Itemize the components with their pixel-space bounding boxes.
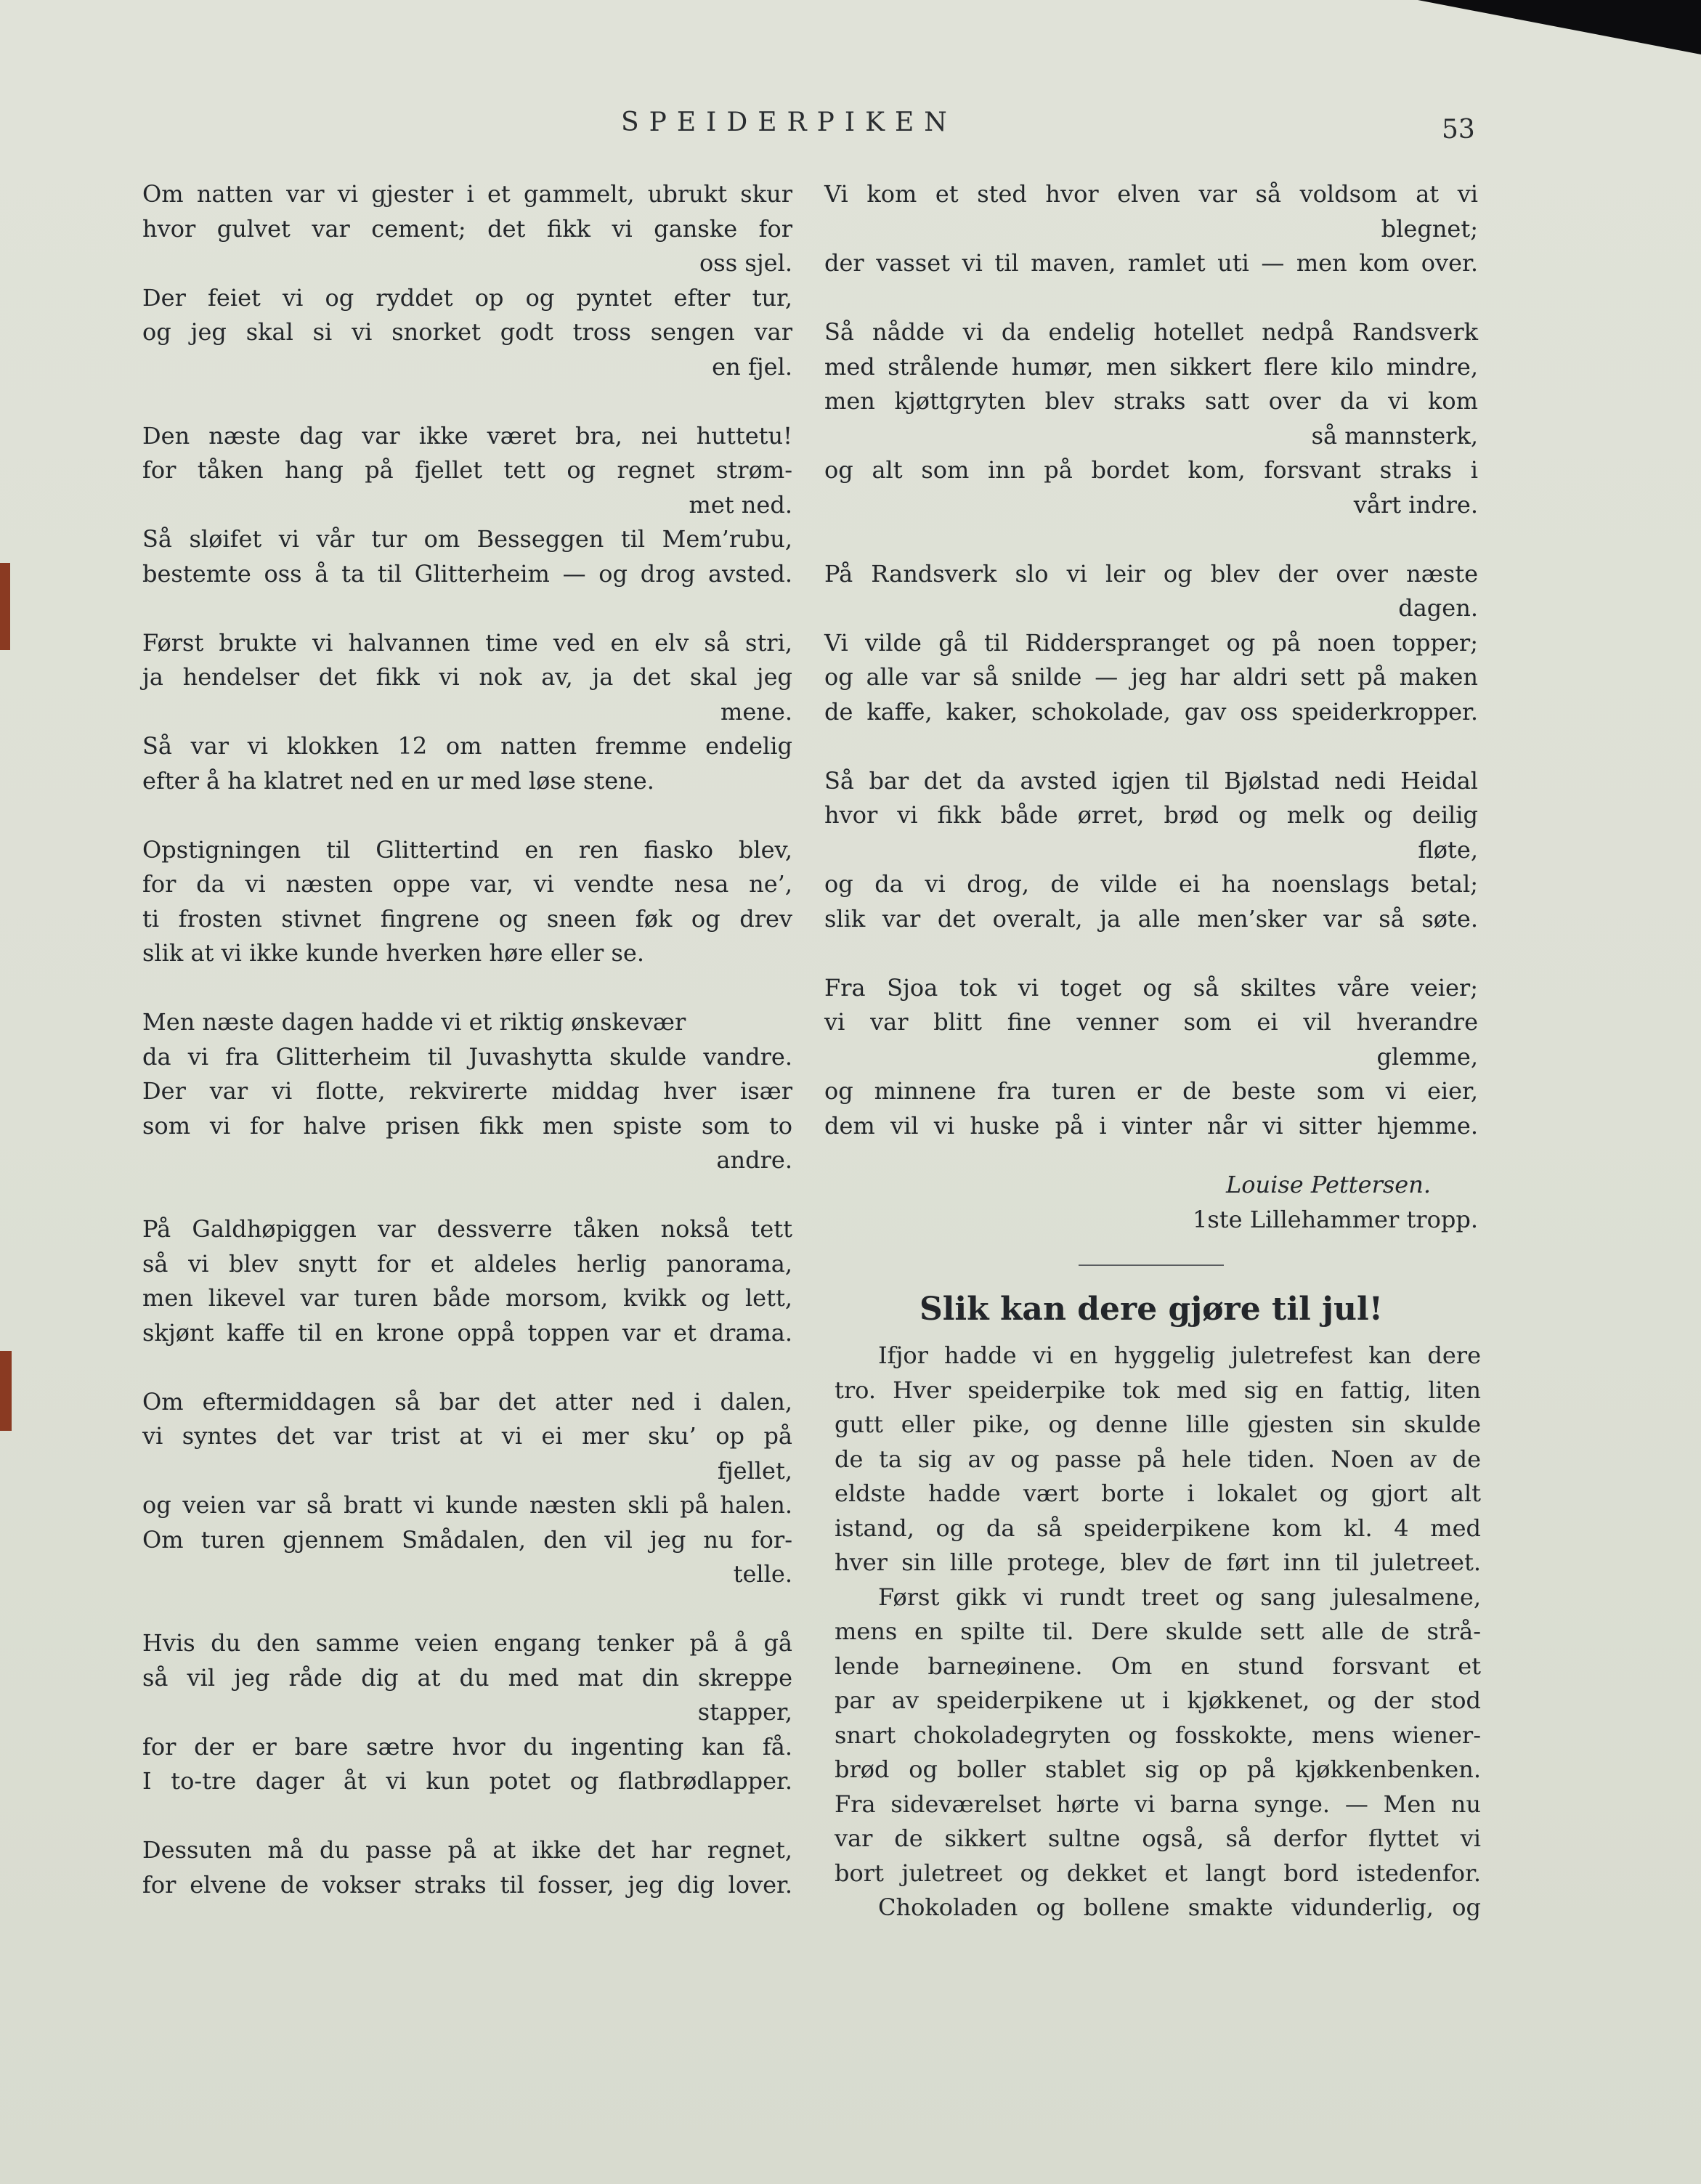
poem-line: Den næste dag var ikke været bra, nei huttetu! bbox=[142, 421, 792, 450]
poem-line: Så bar det da avsted igjen til Bjølstad nedi Heidal bbox=[824, 766, 1478, 795]
poem-line: og alle var så snilde — jeg har aldri sett på maken bbox=[824, 663, 1478, 691]
stanza bbox=[142, 1212, 792, 1350]
poem-line: og veien var så bratt vi kunde næsten skli på halen. bbox=[142, 1491, 792, 1519]
article-line: snart chokoladegryten og fosskokte, mens wiener- bbox=[835, 1721, 1481, 1749]
stanza bbox=[142, 626, 792, 799]
article-body bbox=[835, 1339, 1481, 1925]
poem-line: Der feiet vi og ryddet op og pyntet efter tur, bbox=[142, 283, 792, 312]
poem-line: Vi kom et sted hvor elven var så voldsom at vi bbox=[824, 180, 1478, 208]
poem-line: Opstigningen til Glittertind en ren fiasko blev, bbox=[142, 835, 792, 864]
poem-line: men kjøttgryten blev straks satt over da vi kom bbox=[824, 387, 1478, 415]
article-line: hver sin lille protege, blev de ført inn til juletreet. bbox=[835, 1548, 1481, 1576]
article-line: de ta sig av og passe på hele tiden. Noen av de bbox=[835, 1445, 1481, 1473]
poem-line: Om eftermiddagen så bar det atter ned i dalen, bbox=[142, 1387, 792, 1416]
poem-line: På Randsverk slo vi leir og blev der over næste bbox=[824, 559, 1478, 588]
poem-line: Dessuten må du passe på at ikke det har regnet, bbox=[142, 1836, 792, 1864]
poem-line: vårt indre. bbox=[1353, 490, 1478, 519]
poem-line: da vi fra Glitterheim til Juvashytta skulde vandre. bbox=[142, 1042, 792, 1071]
poem-line: for der er bare sætre hvor du ingenting kan få. bbox=[142, 1732, 792, 1761]
poem-line: ja hendelser det fikk vi nok av, ja det skal jeg bbox=[142, 663, 792, 691]
stanza bbox=[824, 764, 1478, 937]
poem-line: Der var vi flotte, rekvirerte middag hver især bbox=[142, 1077, 792, 1105]
poem-column-right bbox=[824, 177, 1478, 1143]
stanza bbox=[824, 557, 1478, 730]
poem-line: Vi vilde gå til Ridderspranget og på noen topper; bbox=[824, 628, 1478, 657]
stanza bbox=[824, 971, 1478, 1144]
poem-line: fjellet, bbox=[717, 1456, 792, 1485]
running-header: SPEIDERPIKEN bbox=[621, 107, 957, 137]
right-column bbox=[824, 177, 1481, 1925]
poem-line: vi syntes det var trist at vi ei mer sku’ op på bbox=[142, 1422, 792, 1450]
poem-line: skjønt kaffe til en krone oppå toppen var et drama. bbox=[142, 1318, 792, 1347]
poem-line: og jeg skal si vi snorket godt tross sengen var bbox=[142, 318, 792, 346]
poem-line: stapper, bbox=[697, 1698, 792, 1726]
torn-corner bbox=[1418, 0, 1701, 54]
poem-troop: 1ste Lillehammer tropp. bbox=[1193, 1205, 1478, 1233]
poem-line: slik at vi ikke kunde hverken høre eller se. bbox=[142, 939, 645, 967]
article-title: Slik kan dere gjøre til jul! bbox=[919, 1291, 1384, 1328]
poem-line: vi var blitt fine venner som ei vil hverandre bbox=[824, 1008, 1478, 1036]
article-line: Chokoladen og bollene smakte vidunderlig, og bbox=[878, 1893, 1481, 1921]
poem-line: så mannsterk, bbox=[1311, 421, 1478, 450]
stanza bbox=[824, 177, 1478, 281]
stanza bbox=[142, 177, 792, 384]
stanza bbox=[142, 1626, 792, 1799]
article-line: lende barneøinene. Om en stund forsvant et bbox=[835, 1652, 1481, 1680]
poem-line: de kaffe, kaker, schokolade, gav oss speiderkropper. bbox=[824, 697, 1478, 726]
poem-line: en fjel. bbox=[712, 352, 792, 381]
poem-line: og minnene fra turen er de beste som vi eier, bbox=[824, 1077, 1478, 1105]
poem-line: dagen. bbox=[1398, 594, 1478, 622]
poem-line: for elvene de vokser straks til fosser, jeg dig lover. bbox=[142, 1870, 792, 1899]
poem-line: slik var det overalt, ja alle men’sker var så søte. bbox=[824, 904, 1478, 933]
article-line: gutt eller pike, og denne lille gjesten sin skulde bbox=[835, 1410, 1481, 1438]
poem-line: som vi for halve prisen fikk men spiste som to bbox=[142, 1111, 792, 1140]
poem-line: for tåken hang på fjellet tett og regnet strøm- bbox=[142, 456, 792, 484]
poem-line: hvor gulvet var cement; det fikk vi ganske for bbox=[142, 214, 792, 243]
poem-line: og da vi drog, de vilde ei ha noenslags betal; bbox=[824, 870, 1478, 898]
poem-line: og alt som inn på bordet kom, forsvant straks i bbox=[824, 456, 1478, 484]
poem-line: På Galdhøpiggen var dessverre tåken nokså tett bbox=[142, 1215, 792, 1243]
section-divider bbox=[1079, 1264, 1224, 1266]
article-line: mens en spilte til. Dere skulde sett alle de strå- bbox=[835, 1617, 1481, 1645]
poem-line: fløte, bbox=[1418, 835, 1478, 864]
stanza bbox=[142, 1833, 792, 1902]
article-line: istand, og da så speiderpikene kom kl. 4 med bbox=[835, 1514, 1481, 1542]
article-line: Først gikk vi rundt treet og sang julesalmene, bbox=[878, 1583, 1481, 1611]
poem-line: med strålende humør, men sikkert flere kilo mindre, bbox=[824, 352, 1478, 381]
binding-mark bbox=[0, 563, 10, 650]
poem-author: Louise Pettersen. bbox=[1225, 1171, 1431, 1198]
binding-mark bbox=[0, 1351, 12, 1431]
poem-column-left bbox=[142, 177, 792, 1937]
article-line: Ifjor hadde vi en hyggelig juletrefest kan dere bbox=[878, 1341, 1481, 1369]
poem-line: Så sløifet vi vår tur om Besseggen til Mem’rubu, bbox=[142, 525, 792, 553]
poem-line: så vi blev snytt for et aldeles herlig panorama, bbox=[142, 1249, 792, 1278]
poem-line: Om natten var vi gjester i et gammelt, ubrukt skur bbox=[142, 180, 792, 208]
article-line: par av speiderpikene ut i kjøkkenet, og der stod bbox=[835, 1686, 1481, 1714]
poem-line: hvor vi fikk både ørret, brød og melk og deilig bbox=[824, 801, 1478, 829]
poem-line: Fra Sjoa tok vi toget og så skiltes våre veier; bbox=[824, 973, 1478, 1002]
page-number: 53 bbox=[1442, 115, 1475, 145]
poem-line: bestemte oss å ta til Glitterheim — og drog avsted. bbox=[142, 559, 792, 588]
article-line: eldste hadde vært borte i lokalet og gjort alt bbox=[835, 1479, 1481, 1507]
poem-line: glemme, bbox=[1376, 1042, 1478, 1071]
stanza bbox=[142, 833, 792, 971]
poem-line: for da vi næsten oppe var, vi vendte nesa ne’, bbox=[142, 870, 792, 898]
poem-line: blegnet; bbox=[1381, 214, 1478, 243]
article-line: tro. Hver speiderpike tok med sig en fattig, liten bbox=[835, 1376, 1481, 1404]
poem-line: oss sjel. bbox=[699, 249, 792, 277]
stanza bbox=[824, 315, 1478, 522]
poem-line: andre. bbox=[716, 1146, 792, 1174]
poem-line: mene. bbox=[720, 697, 792, 726]
poem-line: met ned. bbox=[689, 490, 792, 519]
poem-line: så vil jeg råde dig at du med mat din skreppe bbox=[142, 1663, 792, 1692]
poem-line: efter å ha klatret ned en ur med løse stene. bbox=[142, 766, 654, 795]
article-line: var de sikkert sultne også, så derfor flyttet vi bbox=[835, 1824, 1481, 1852]
poem-line: ti frosten stivnet fingrene og sneen føk og drev bbox=[142, 904, 792, 933]
poem-line: Hvis du den samme veien engang tenker på å gå bbox=[142, 1629, 792, 1657]
poem-line: Om turen gjennem Smådalen, den vil jeg nu for- bbox=[142, 1525, 792, 1554]
article-line: Fra sideværelset hørte vi barna synge. — Men nu bbox=[835, 1790, 1481, 1818]
article-line: bort juletreet og dekket et langt bord istedenfor. bbox=[835, 1859, 1481, 1887]
poem-line: telle. bbox=[733, 1560, 792, 1588]
poem-line: Så nådde vi da endelig hotellet nedpå Randsverk bbox=[824, 318, 1478, 346]
stanza bbox=[142, 419, 792, 592]
poem-line: men likevel var turen både morsom, kvikk og lett, bbox=[142, 1284, 792, 1312]
poem-line: dem vil vi huske på i vinter når vi sitter hjemme. bbox=[824, 1111, 1478, 1140]
poem-line: der vasset vi til maven, ramlet uti — men kom over. bbox=[824, 249, 1478, 277]
stanza bbox=[142, 1385, 792, 1592]
poem-line: Først brukte vi halvannen time ved en elv så stri, bbox=[142, 628, 792, 657]
poem-line: Men næste dagen hadde vi et riktig ønskevær bbox=[142, 1008, 686, 1036]
poem-line: Så var vi klokken 12 om natten fremme endelig bbox=[142, 732, 792, 760]
article-line: brød og boller stablet sig op på kjøkkenbenken. bbox=[835, 1755, 1481, 1783]
stanza bbox=[142, 1005, 792, 1178]
poem-line: I to-tre dager åt vi kun potet og flatbrødlapper. bbox=[142, 1767, 792, 1795]
